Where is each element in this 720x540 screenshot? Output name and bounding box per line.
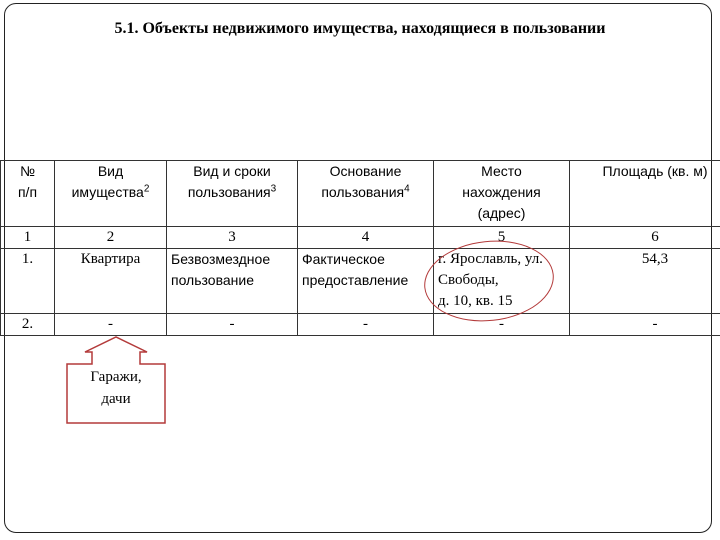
row-num: 1.: [1, 249, 55, 314]
header-place: Место нахождения (адрес): [434, 161, 570, 227]
callout-text: Гаражи, дачи: [90, 369, 142, 407]
header-area: Площадь (кв. м): [570, 161, 720, 227]
property-table-wrapper: [0, 160, 720, 340]
col-number: 5: [434, 227, 570, 249]
row-terms: Безвозмездное пользование: [167, 249, 298, 314]
row-terms: -: [167, 314, 298, 336]
col-number: 2: [55, 227, 167, 249]
col-number: 3: [167, 227, 298, 249]
header-num: № п/п: [1, 161, 55, 227]
row-place: г. Ярославль, ул. Свободы, д. 10, кв. 15: [434, 249, 570, 314]
row-area: 54,3: [570, 249, 720, 314]
property-table: [0, 160, 720, 336]
callout-box: [66, 336, 166, 424]
column-number-row: [1, 227, 720, 249]
row-area: -: [570, 314, 720, 336]
row-basis: -: [298, 314, 434, 336]
header-terms: Вид и сроки пользования$^3$: [167, 161, 298, 227]
col-number: 4: [298, 227, 434, 249]
header-kind: Вид имущества$^2$: [55, 161, 167, 227]
row-num: 2.: [1, 314, 55, 336]
row-place: -: [434, 314, 570, 336]
table-row: [1, 249, 720, 314]
table-row: [1, 314, 720, 336]
row-kind: Квартира: [55, 249, 167, 314]
col-number: 6: [570, 227, 720, 249]
table-header-row: [1, 161, 720, 227]
page-title: 5.1. Объекты недвижимого имущества, находящиеся в пользовании: [114, 20, 606, 37]
row-kind: -: [55, 314, 167, 336]
header-basis: Основание пользования$^4$: [298, 161, 434, 227]
col-number: 1: [1, 227, 55, 249]
row-basis: Фактическое предоставление: [298, 249, 434, 314]
